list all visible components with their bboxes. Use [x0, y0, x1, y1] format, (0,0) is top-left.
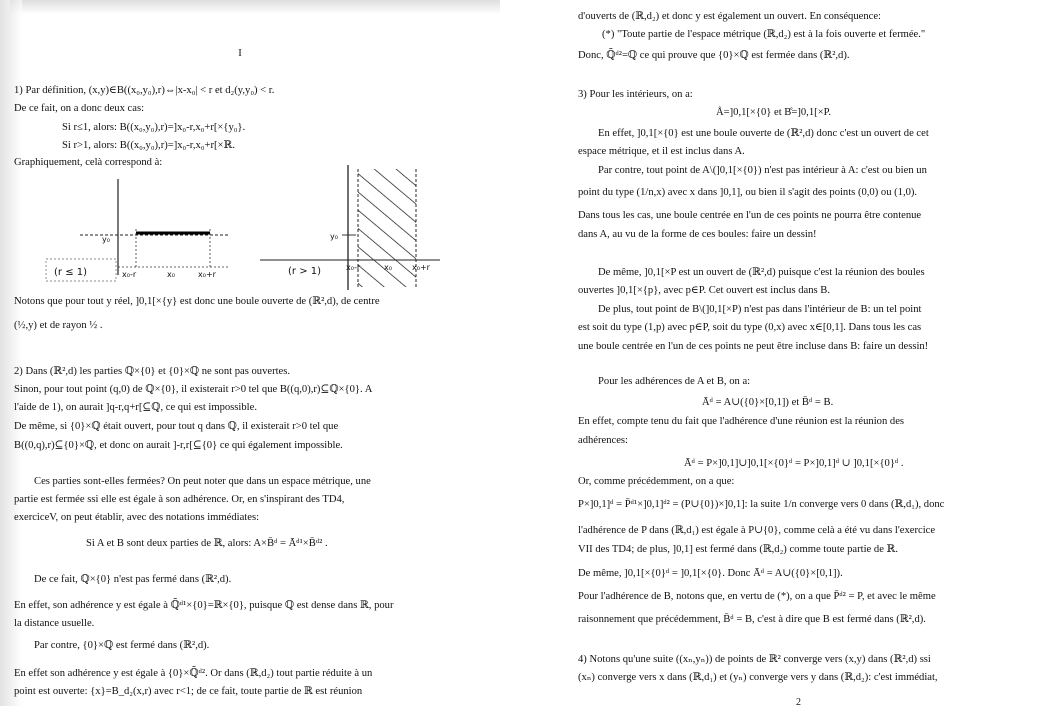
paragraph-line: Si r>1, alors: B((x₀,y₀),r)=]x₀-r,x₀+r[×ℝ.	[62, 140, 235, 151]
figure-ball-r-le-1	[40, 175, 230, 285]
paragraph-line: la distance usuelle.	[14, 618, 95, 629]
paragraph-line: 1) Par définition, (x,y)∈B((x₀,y₀),r)⇔|x-x₀| < r et d₂(y,y₀) < r.	[14, 85, 275, 96]
statement-star: (*) "Toute partie de l'espace métrique (ℝ,d₂) est à la fois ouverte et fermée."	[602, 29, 926, 40]
paragraph-line: (½,y) et de rayon ½ .	[14, 320, 103, 331]
paragraph-line: partie est fermée ssi elle est égale à son adhérence. Or, en s'inspirant des TD4,	[14, 494, 345, 505]
page-number: 2	[796, 697, 801, 708]
paragraph-line: point est ouverte: {x}=B_d₂(x,r) avec r<1; de ce fait, toute partie de ℝ est réunion	[14, 686, 363, 697]
paragraph-line: Graphiquement, celà correspond à:	[14, 157, 163, 168]
fig1-tick-center: x₀	[167, 270, 175, 279]
paragraph-line: adhérences:	[578, 435, 628, 446]
paragraph-line: d'ouverts de (ℝ,d₂) et donc y est également un ouvert. En conséquence:	[578, 11, 881, 22]
fig2-tick-left: x₀-r	[346, 263, 361, 272]
paragraph-line: exerciceV, on peut établir, avec des notations immédiates:	[14, 512, 260, 523]
paragraph-line: Ces parties sont-elles fermées? On peut noter que dans un espace métrique, une	[34, 476, 371, 487]
paragraph-line: Sinon, pour tout point (q,0) de ℚ×{0}, il existerait r>0 tel que B((q,0),r)⊆ℚ×{0}. A	[14, 384, 373, 395]
paragraph-line: Donc, ℚ̄ᵈ²=ℚ ce qui prouve que {0}×ℚ est fermée dans (ℝ²,d).	[578, 50, 850, 61]
paragraph-line: espace métrique, et il est inclus dans A.	[578, 146, 745, 157]
fig2-tick-right: x₀+r	[412, 263, 430, 272]
formula-line: Āᵈ = P×]0,1]∪]0,1[×{0}ᵈ = P×]0,1]ᵈ ∪ ]0,1[×{0}ᵈ .	[684, 458, 904, 469]
paragraph-line: dans A, au vu de la forme de ces boules: faire un dessin!	[578, 229, 817, 240]
paragraph-line: VII des TD4; de plus, ]0,1] est fermé dans (ℝ,d₂) comme toute partie de ℝ.	[578, 544, 898, 555]
paragraph-line: Or, comme précédemment, on a que:	[578, 476, 735, 487]
section-3-title: 3) Pour les intérieurs, on a:	[578, 89, 693, 100]
paragraph-line: De plus, tout point de B\(]0,1[×P) n'est pas dans l'intérieur de B: un tel point	[598, 304, 922, 315]
paragraph-line: l'adhérence de P dans (ℝ,d₁) est égale à P∪{0}, comme celà a été vu dans l'exercice	[578, 525, 936, 536]
paragraph-line: En effet, ]0,1[×{0} est une boule ouverte de (ℝ²,d) donc c'est un ouvert de cet	[598, 128, 929, 139]
paragraph-line: Par contre, {0}×ℚ est fermé dans (ℝ²,d).	[34, 640, 210, 651]
paragraph-line: une boule centrée en l'un de ces points ne peut être incluse dans B: faire un dessin!	[578, 341, 929, 352]
paragraph-line: Notons que pour tout y réel, ]0,1[×{y} est donc une boule ouverte de (ℝ²,d), de centre	[14, 296, 380, 307]
formula-line: Si A et B sont deux parties de ℝ, alors: A×B̄ᵈ = Āᵈ¹×B̄ᵈ² .	[86, 538, 328, 549]
fig1-caption: (r ≤ 1)	[54, 267, 88, 278]
paragraph-line: point du type (1/n,x) avec x dans ]0,1], ou bien il s'agit des points (0,0) ou (1,0).	[578, 187, 918, 198]
paragraph-line: B((0,q),r)⊆{0}×ℚ, et donc on aurait ]-r,r[⊆{0} ce qui également impossible.	[14, 440, 343, 451]
fig1-tick-left: x₀-r	[122, 270, 137, 279]
paragraph-line: De ce fait, ℚ×{0} n'est pas fermé dans (ℝ²,d).	[34, 574, 232, 585]
scan-shadow	[10, 0, 500, 14]
figure-ball-r-gt-1	[260, 165, 440, 290]
paragraph-line: est soit du type (1,p) avec p∈P, soit du type (0,x) avec x∈[0,1]. Dans tous les cas	[578, 322, 922, 333]
formula-line: Āᵈ = A∪({0}×[0,1]) et B̄ᵈ = B.	[702, 397, 834, 408]
paragraph-line: Si r≤1, alors: B((x₀,y₀),r)=]x₀-r,x₀+r[×{y₀}.	[62, 122, 246, 133]
paragraph-line: En effet, compte tenu du fait que l'adhérence d'une réunion est la réunion des	[578, 416, 905, 427]
fig2-ylabel: y₀	[330, 232, 338, 241]
paragraph-line: De même, si {0}×ℚ était ouvert, pour tout q dans ℚ, il existerait r>0 tel que	[14, 421, 339, 432]
formula-line: P×]0,1]ᵈ = P̄ᵈ¹×]0,1]ᵈ² = (P∪{0})×]0,1]: la suite 1/n converge vers 0 dans (ℝ,d₁), donc	[578, 499, 945, 510]
paragraph-line: De ce fait, on a donc deux cas:	[14, 103, 145, 114]
paragraph-line: En effet, son adhérence y est égale à ℚ̄ᵈ¹×{0}=ℝ×{0}, puisque ℚ est dense dans ℝ, pour	[14, 600, 394, 611]
paragraph-line: l'aide de 1), on aurait ]q-r,q+r[⊆ℚ, ce qui est impossible.	[14, 402, 257, 413]
paragraph-line: (xₙ) converge vers x dans (ℝ,d₁) et (yₙ) converge vers y dans (ℝ,d₂): c'est immédiat,	[578, 672, 938, 683]
paragraph-line: De même, ]0,1[×P est un ouvert de (ℝ²,d) puisque c'est la réunion des boules	[598, 267, 925, 278]
paragraph-line: Pour les adhérences de A et B, on a:	[598, 376, 751, 387]
section-4-title: 4) Notons qu'une suite ((xₙ,yₙ)) de points de ℝ² converge vers (x,y) dans (ℝ²,d) ssi	[578, 654, 931, 665]
section-2-title: 2) Dans (ℝ²,d) les parties ℚ×{0} et {0}×ℚ ne sont pas ouvertes.	[14, 366, 291, 377]
paragraph-line: ouvertes ]0,1[×{p}, avec p∈P. Cet ouvert est inclus dans B.	[578, 285, 830, 296]
fig1-tick-right: x₀+r	[198, 270, 216, 279]
right-page	[520, 0, 1037, 706]
paragraph-line: Pour l'adhérence de B, notons que, en vertu de (*), on a que P̄ᵈ² = P, et avec le même	[578, 591, 936, 602]
paragraph-line: Dans tous les cas, une boule centrée en l'un de ces points ne pourra être contenue	[578, 210, 922, 221]
formula-line: Å=]0,1[×{0} et B̊=]0,1[×P.	[716, 107, 831, 118]
fig1-ylabel: y₀	[102, 235, 110, 244]
fig2-caption: (r > 1)	[288, 266, 322, 277]
paragraph-line: raisonnement que précédemment, B̄ᵈ = B, c'est à dire que B est fermé dans (ℝ²,d).	[578, 614, 926, 625]
section-heading: I	[238, 48, 242, 59]
paragraph-line: Par contre, tout point de A\(]0,1[×{0}) n'est pas intérieur à A: c'est ou bien un	[598, 165, 927, 176]
paragraph-line: En effet son adhérence y est égale à {0}×ℚ̄ᵈ². Or dans (ℝ,d₂) tout partie réduite à un	[14, 668, 373, 679]
fig2-tick-center: x₀	[384, 263, 392, 272]
paragraph-line: De même, ]0,1[×{0}ᵈ = ]0,1[×{0}. Donc Āᵈ = A∪({0}×[0,1]).	[578, 568, 843, 579]
